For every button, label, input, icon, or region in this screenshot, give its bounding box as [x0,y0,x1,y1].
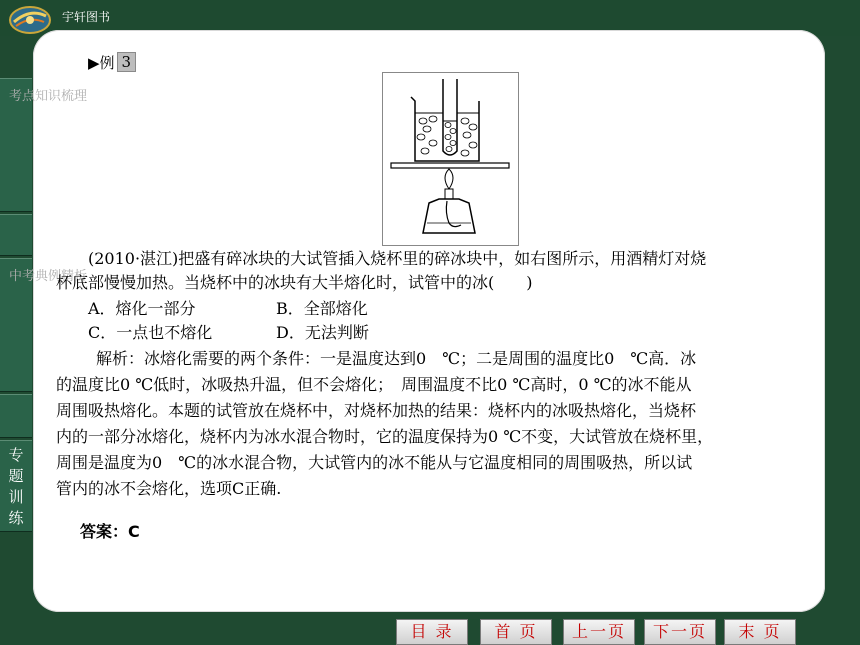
tab-label-knowledge[interactable]: 考点知识梳理 [9,89,88,104]
analysis-line-5: 周围是温度为0 ℃的冰水混合物，大试管内的冰不能从与它温度相同的周围吸热，所以试 [56,453,693,472]
tab-spacer-2 [0,394,32,438]
bottom-nav [388,616,808,645]
tab-spacer-1 [0,214,32,256]
option-d: D．无法判断 [276,323,369,342]
analysis-line-2: 的温度比0 ℃低时，冰吸热升温，但不会熔化； 周围温度不比0 ℃高时，0 ℃的冰不能从 [56,375,692,394]
home-button[interactable]: 首 页 [480,619,552,645]
analysis-line-3: 周围吸热熔化。本题的试管放在烧杯中，对烧杯加热的结果：烧杯内的冰吸热熔化，当烧杯 [56,401,697,420]
option-c: C．一点也不熔化 [88,323,213,342]
last-page-button[interactable]: 末 页 [724,619,796,645]
brand-title: 宇轩图书 [62,10,111,24]
analysis-line-6: 管内的冰不会熔化，选项C正确. [56,479,282,498]
next-page-button[interactable]: 下一页 [644,619,716,645]
experiment-figure [382,72,519,246]
example-prefix: ▶例 [88,53,115,72]
question-line-2: 杯底部慢慢加热。当烧杯中的冰块有大半熔化时，试管中的冰( ) [56,273,533,292]
tab-label-examples[interactable]: 中考典例精析 [9,269,88,284]
option-a: A．熔化一部分 [88,299,196,318]
toc-button[interactable]: 目 录 [396,619,468,645]
analysis-line-4: 内的一部分冰熔化，烧杯内为冰水混合物时，它的温度保持为0 ℃不变，大试管放在烧杯里， [56,427,714,446]
analysis-line-1: 解析：冰熔化需要的两个条件：一是温度达到0 ℃；二是周围的温度比0 ℃高．冰 [96,349,697,368]
tab-label-training: 专题训练 [8,446,24,527]
example-number: 3 [117,52,137,72]
prev-page-button[interactable]: 上一页 [563,619,635,645]
option-b: B．全部熔化 [276,299,368,318]
example-badge [88,52,136,72]
question-line-1: (2010·湛江)把盛有碎冰块的大试管插入烧杯里的碎冰块中，如右图所示，用酒精灯对烧 [88,249,707,268]
tab-special-training[interactable] [0,440,32,532]
answer-text: 答案：C [80,522,140,541]
logo-icon [6,2,54,36]
